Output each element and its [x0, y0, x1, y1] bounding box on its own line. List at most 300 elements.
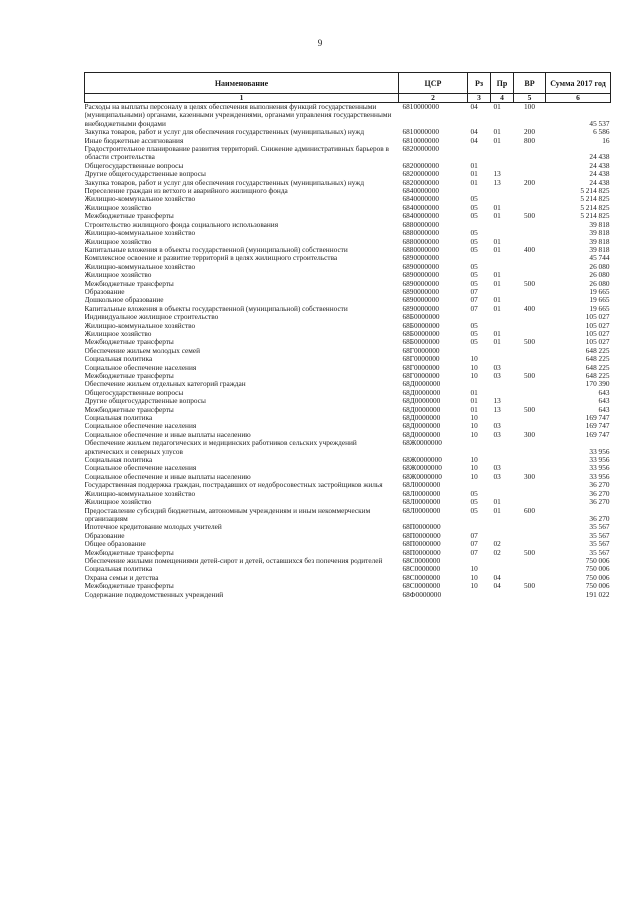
cell-pr: 01	[493, 203, 501, 212]
cell-sum: 5 214 825	[580, 195, 610, 204]
cell-rz: 05	[470, 245, 478, 254]
cell-rz: 05	[470, 498, 478, 507]
cell-pr	[491, 414, 514, 422]
cell-vr	[514, 355, 546, 363]
cell-csr: 68Г0000000	[402, 363, 440, 372]
cell-rz: 05	[470, 321, 478, 330]
header-row	[85, 73, 611, 94]
cell-pr: 02	[493, 548, 501, 557]
table-row	[85, 557, 611, 565]
table-row	[85, 238, 611, 246]
cell-pr	[491, 162, 514, 170]
cell-pr	[491, 221, 514, 229]
table-row	[85, 254, 611, 262]
cell-vr	[514, 389, 546, 397]
cell-sum: 39 818	[589, 237, 610, 246]
table-row	[85, 456, 611, 464]
cell-csr: 68Г0000000	[402, 372, 440, 380]
cell-vr	[514, 187, 546, 195]
cell-name: Социальная политика	[84, 456, 153, 465]
cell-rz: 05	[470, 329, 478, 338]
header-pr: Пр	[491, 73, 514, 94]
cell-name: Строительство жилищного фонда социального использования	[84, 220, 279, 229]
cell-pr	[491, 195, 514, 203]
cell-rz: 05	[470, 338, 478, 347]
cell-name: Социальная политика	[84, 565, 153, 574]
table-row	[85, 439, 611, 456]
cell-name: Социальное обеспечение и иные выплаты населению	[84, 472, 251, 481]
cell-sum: 643	[598, 397, 610, 406]
cell-pr: 01	[493, 498, 501, 507]
cell-name: Межбюджетные трансферты	[84, 279, 174, 288]
cell-vr	[514, 490, 546, 498]
cell-name: Жилищное хозяйство	[84, 329, 152, 338]
table-row	[85, 431, 611, 439]
cell-name: Закупка товаров, работ и услуг для обеспечения государственных (муниципальных) нужд	[84, 178, 365, 187]
column-number: 6	[546, 94, 611, 103]
cell-name: Закупка товаров, работ и услуг для обеспечения государственных (муниципальных) нужд	[84, 128, 365, 137]
cell-name: Межбюджетные трансферты	[84, 548, 174, 557]
cell-rz	[468, 380, 491, 388]
cell-vr	[514, 296, 546, 304]
table-row	[85, 540, 611, 548]
table-header	[85, 73, 611, 103]
cell-pr	[491, 322, 514, 330]
cell-csr: 6890000000	[402, 304, 439, 313]
cell-name: Содержание подведомственных учреждений	[84, 590, 224, 599]
cell-csr: 6890000000	[402, 287, 439, 296]
cell-rz	[468, 145, 491, 162]
cell-rz: 10	[470, 456, 478, 465]
cell-name: Дошкольное образование	[84, 296, 164, 305]
cell-rz: 10	[470, 565, 478, 574]
cell-vr	[514, 162, 546, 170]
cell-csr: 6880000000	[402, 245, 439, 254]
cell-name: Обеспечение жильем педагогических и медицинских работников сельских учреждений арктических и северных улусов	[84, 439, 357, 456]
cell-csr: 6810000000	[402, 102, 439, 111]
cell-pr: 01	[493, 338, 501, 347]
cell-name: Общегосударственные вопросы	[84, 388, 184, 397]
table-body	[85, 103, 611, 599]
cell-vr: 200	[524, 178, 535, 187]
cell-sum: 750 006	[585, 565, 610, 574]
cell-csr: 68Ж0000000	[402, 456, 442, 465]
table-row	[85, 305, 611, 313]
cell-rz: 10	[470, 414, 478, 423]
cell-rz: 05	[470, 237, 478, 246]
cell-sum: 33 956	[589, 464, 610, 473]
cell-sum: 35 567	[589, 540, 610, 549]
table-row	[85, 498, 611, 506]
cell-rz	[468, 481, 491, 489]
cell-csr: 68Б0000000	[402, 329, 440, 338]
cell-vr	[514, 254, 546, 262]
cell-csr: 6890000000	[402, 296, 439, 305]
cell-pr: 01	[493, 329, 501, 338]
cell-name: Градостроительное планирование развития территорий. Снижение административных барьеров в области строительства	[84, 145, 389, 162]
cell-vr: 300	[524, 430, 535, 439]
cell-pr	[491, 355, 514, 363]
cell-pr: 04	[493, 582, 501, 591]
table-row	[85, 170, 611, 178]
cell-csr: 6820000000	[402, 145, 439, 154]
cell-name: Обеспечение жилыми помещениями детей-сирот и детей, оставшихся без попечения родителей	[84, 556, 383, 565]
cell-csr: 68Л0000000	[402, 489, 441, 498]
cell-pr	[491, 389, 514, 397]
cell-rz: 10	[470, 430, 478, 439]
cell-sum: 105 027	[585, 329, 610, 338]
table-row	[85, 549, 611, 557]
table-row	[85, 422, 611, 430]
cell-vr	[514, 204, 546, 212]
header-vr: ВР	[514, 73, 546, 94]
cell-sum: 33 956	[589, 472, 610, 481]
cell-name: Социальное обеспечение населения	[84, 464, 197, 473]
cell-csr: 6840000000	[402, 187, 439, 196]
column-number: 3	[468, 94, 491, 103]
table-row	[85, 490, 611, 498]
cell-rz: 05	[470, 212, 478, 221]
header-name: Наименование	[85, 73, 399, 94]
budget-table	[84, 72, 611, 599]
cell-name: Жилищное хозяйство	[84, 498, 152, 507]
cell-rz	[468, 347, 491, 355]
cell-pr: 03	[493, 430, 501, 439]
cell-sum: 36 270	[589, 489, 610, 498]
table-row	[85, 389, 611, 397]
cell-pr	[491, 145, 514, 162]
cell-sum: 24 438	[589, 161, 610, 170]
cell-csr: 68П0000000	[402, 540, 441, 549]
cell-csr: 6890000000	[402, 254, 439, 263]
cell-rz	[468, 187, 491, 195]
cell-pr: 13	[493, 397, 501, 406]
cell-pr	[491, 263, 514, 271]
cell-pr	[491, 557, 514, 565]
cell-pr: 01	[493, 102, 501, 111]
cell-vr: 300	[524, 472, 535, 481]
table-row	[85, 313, 611, 321]
cell-sum: 643	[598, 405, 610, 414]
cell-pr: 01	[493, 237, 501, 246]
cell-sum: 33 956	[589, 456, 610, 465]
cell-csr: 6820000000	[402, 178, 439, 187]
cell-csr: 68Д0000000	[402, 388, 441, 397]
cell-name: Межбюджетные трансферты	[84, 338, 174, 347]
cell-sum: 35 567	[589, 548, 610, 557]
cell-name: Межбюджетные трансферты	[84, 582, 174, 591]
cell-name: Иные бюджетные ассигнования	[84, 136, 184, 145]
cell-csr: 6880000000	[402, 220, 439, 229]
cell-csr: 68Г0000000	[402, 355, 440, 364]
cell-vr: 500	[524, 212, 535, 221]
cell-rz: 10	[470, 422, 478, 431]
cell-name: Охрана семьи и детства	[84, 573, 159, 582]
cell-vr: 500	[524, 548, 535, 557]
cell-csr: 68Ф0000000	[402, 590, 442, 599]
cell-sum: 26 080	[589, 262, 610, 271]
table-row	[85, 481, 611, 489]
cell-sum: 19 665	[589, 304, 610, 313]
cell-rz	[468, 313, 491, 321]
cell-sum: 24 438	[589, 152, 610, 162]
table-row	[85, 195, 611, 203]
cell-name: Комплексное освоение и развитие территорий в целях жилищного строительства	[84, 254, 338, 263]
cell-sum: 648 225	[585, 346, 610, 355]
cell-csr: 6840000000	[402, 212, 439, 221]
cell-pr	[491, 523, 514, 531]
table-row	[85, 464, 611, 472]
cell-sum: 169 747	[585, 414, 610, 423]
cell-csr: 68П0000000	[402, 548, 441, 557]
cell-name: Обеспечение жильем молодых семей	[84, 346, 201, 355]
cell-pr: 03	[493, 422, 501, 431]
cell-name: Образование	[84, 531, 125, 540]
cell-pr: 04	[493, 573, 501, 582]
table-row	[85, 372, 611, 380]
cell-pr	[491, 254, 514, 262]
cell-csr: 68Б0000000	[402, 338, 440, 347]
cell-vr: 200	[524, 128, 535, 137]
table-row	[85, 246, 611, 254]
cell-pr: 03	[493, 372, 501, 380]
cell-sum: 105 027	[585, 313, 610, 322]
cell-vr: 400	[524, 245, 535, 254]
cell-rz: 07	[470, 304, 478, 313]
table-row	[85, 338, 611, 346]
cell-vr: 500	[524, 338, 535, 347]
table-row	[85, 288, 611, 296]
cell-pr	[491, 591, 514, 599]
table-row	[85, 128, 611, 136]
cell-sum: 105 027	[585, 321, 610, 330]
cell-rz: 01	[470, 178, 478, 187]
cell-sum: 36 270	[589, 513, 610, 523]
cell-name: Расходы на выплаты персоналу в целях обеспечения выполнения функций государственными (муниципальными) органами, казенными учреждениями, органами управления государственными внебюджетными фондами	[84, 102, 392, 128]
cell-csr: 68Ж0000000	[402, 439, 442, 448]
cell-rz	[468, 439, 491, 456]
table-row	[85, 364, 611, 372]
cell-csr: 68Д0000000	[402, 380, 441, 389]
cell-sum: 24 438	[589, 170, 610, 179]
cell-pr: 01	[493, 212, 501, 221]
cell-rz: 01	[470, 388, 478, 397]
cell-sum: 45 537	[589, 118, 610, 128]
cell-name: Жилищно-коммунальное хозяйство	[84, 262, 196, 271]
cell-csr: 68Г0000000	[402, 346, 440, 355]
table-row	[85, 212, 611, 220]
cell-vr	[514, 229, 546, 237]
cell-pr: 03	[493, 472, 501, 481]
cell-vr: 500	[524, 582, 535, 591]
cell-csr: 68П0000000	[402, 523, 441, 532]
cell-rz	[468, 254, 491, 262]
cell-pr: 01	[493, 128, 501, 137]
cell-vr: 800	[524, 136, 535, 145]
table-row	[85, 221, 611, 229]
cell-pr: 01	[493, 245, 501, 254]
cell-csr: 6820000000	[402, 161, 439, 170]
cell-name: Жилищное хозяйство	[84, 203, 152, 212]
cell-csr: 68П0000000	[402, 531, 441, 540]
cell-sum: 5 214 825	[580, 212, 610, 221]
cell-sum: 5 214 825	[580, 187, 610, 196]
cell-rz: 05	[470, 203, 478, 212]
cell-rz: 05	[470, 489, 478, 498]
cell-sum: 26 080	[589, 271, 610, 280]
cell-pr	[491, 347, 514, 355]
cell-pr: 02	[493, 540, 501, 549]
cell-sum: 35 567	[589, 531, 610, 540]
cell-csr: 68Б0000000	[402, 313, 440, 322]
table-row	[85, 280, 611, 288]
cell-csr: 68Ж0000000	[402, 464, 442, 473]
table-row	[85, 565, 611, 573]
column-number: 2	[399, 94, 468, 103]
cell-sum: 39 818	[589, 229, 610, 238]
cell-sum: 648 225	[585, 372, 610, 380]
cell-vr	[514, 288, 546, 296]
cell-csr: 68Д0000000	[402, 397, 441, 406]
cell-vr	[514, 364, 546, 372]
cell-pr: 03	[493, 363, 501, 372]
table-row	[85, 271, 611, 279]
cell-name: Социальное обеспечение и иные выплаты населению	[84, 430, 251, 439]
cell-name: Обеспечение жильем отдельных категорий граждан	[84, 380, 246, 389]
cell-rz: 05	[470, 262, 478, 271]
cell-sum: 39 818	[589, 220, 610, 229]
cell-rz: 07	[470, 296, 478, 305]
cell-vr: 100	[524, 102, 535, 111]
cell-vr	[514, 271, 546, 279]
cell-name: Государственная поддержка граждан, пострадавших от недобросовестных застройщиков жилья	[84, 481, 383, 490]
cell-pr	[491, 532, 514, 540]
cell-sum: 105 027	[585, 338, 610, 347]
cell-pr: 01	[493, 271, 501, 280]
cell-rz	[468, 591, 491, 599]
cell-sum: 750 006	[585, 582, 610, 591]
cell-rz: 10	[470, 372, 478, 380]
cell-pr: 13	[493, 178, 501, 187]
cell-vr	[514, 145, 546, 162]
cell-name: Предоставление субсидий бюджетным, автономным учреждениям и иным некоммерческим организациям	[84, 506, 371, 523]
cell-csr: 6880000000	[402, 237, 439, 246]
cell-sum: 5 214 825	[580, 203, 610, 212]
cell-name: Жилищно-коммунальное хозяйство	[84, 195, 196, 204]
cell-csr: 68Л0000000	[402, 481, 441, 490]
cell-name: Жилищное хозяйство	[84, 271, 152, 280]
cell-csr: 68Д0000000	[402, 414, 441, 423]
cell-csr: 6840000000	[402, 195, 439, 204]
table-row	[85, 355, 611, 363]
table-row	[85, 103, 611, 129]
cell-vr	[514, 397, 546, 405]
cell-csr: 6890000000	[402, 271, 439, 280]
cell-rz: 01	[470, 405, 478, 414]
cell-pr	[491, 313, 514, 321]
cell-rz	[468, 557, 491, 565]
table-row	[85, 187, 611, 195]
cell-csr: 6880000000	[402, 229, 439, 238]
cell-sum: 16	[602, 136, 610, 145]
cell-vr	[514, 439, 546, 456]
cell-rz: 07	[470, 548, 478, 557]
column-number-row	[85, 94, 611, 103]
cell-rz	[468, 221, 491, 229]
cell-name: Переселение граждан из ветхого и аварийного жилищного фонда	[84, 187, 288, 196]
cell-csr: 68С0000000	[402, 573, 441, 582]
cell-vr	[514, 414, 546, 422]
cell-name: Жилищно-коммунальное хозяйство	[84, 321, 196, 330]
cell-vr	[514, 540, 546, 548]
table-row	[85, 204, 611, 212]
cell-rz: 10	[470, 355, 478, 364]
cell-rz: 04	[470, 136, 478, 145]
cell-sum: 750 006	[585, 573, 610, 582]
cell-rz: 05	[470, 506, 478, 515]
cell-sum: 169 747	[585, 422, 610, 431]
cell-sum: 19 665	[589, 287, 610, 296]
cell-vr	[514, 330, 546, 338]
cell-rz: 10	[470, 472, 478, 481]
table-row	[85, 179, 611, 187]
cell-vr	[514, 170, 546, 178]
cell-csr: 68Л0000000	[402, 506, 441, 515]
cell-csr: 68Д0000000	[402, 430, 441, 439]
cell-rz: 01	[470, 170, 478, 179]
cell-name: Капитальные вложения в объекты государственной (муниципальной) собственности	[84, 245, 348, 254]
cell-vr	[514, 221, 546, 229]
cell-csr: 68Ж0000000	[402, 472, 442, 481]
cell-rz: 05	[470, 271, 478, 280]
cell-name: Ипотечное кредитование молодых учителей	[84, 523, 222, 532]
cell-rz: 05	[470, 279, 478, 288]
cell-name: Межбюджетные трансферты	[84, 212, 174, 221]
cell-name: Другие общегосударственные вопросы	[84, 397, 206, 406]
cell-name: Социальная политика	[84, 414, 153, 423]
header-sum: Сумма 2017 год	[546, 73, 611, 94]
cell-pr	[491, 187, 514, 195]
cell-rz: 05	[470, 229, 478, 238]
cell-pr: 01	[493, 279, 501, 288]
cell-sum: 33 956	[589, 446, 610, 456]
cell-sum: 35 567	[589, 523, 610, 532]
cell-name: Другие общегосударственные вопросы	[84, 170, 206, 179]
cell-pr: 01	[493, 136, 501, 145]
cell-pr	[491, 481, 514, 489]
cell-pr: 03	[493, 464, 501, 473]
table-row	[85, 397, 611, 405]
table-row	[85, 507, 611, 524]
table-row	[85, 473, 611, 481]
cell-sum: 191 022	[585, 590, 610, 599]
cell-vr	[514, 263, 546, 271]
cell-sum: 36 270	[589, 481, 610, 490]
cell-sum: 643	[598, 388, 610, 397]
cell-vr	[514, 456, 546, 464]
cell-vr	[514, 422, 546, 430]
cell-pr	[491, 456, 514, 464]
budget-table-container	[84, 72, 610, 599]
cell-sum: 169 747	[585, 430, 610, 439]
cell-sum: 26 080	[589, 279, 610, 288]
cell-rz: 01	[470, 161, 478, 170]
cell-name: Образование	[84, 287, 125, 296]
table-row	[85, 322, 611, 330]
cell-name: Жилищно-коммунальное хозяйство	[84, 489, 196, 498]
table-row	[85, 591, 611, 599]
column-number: 5	[514, 94, 546, 103]
